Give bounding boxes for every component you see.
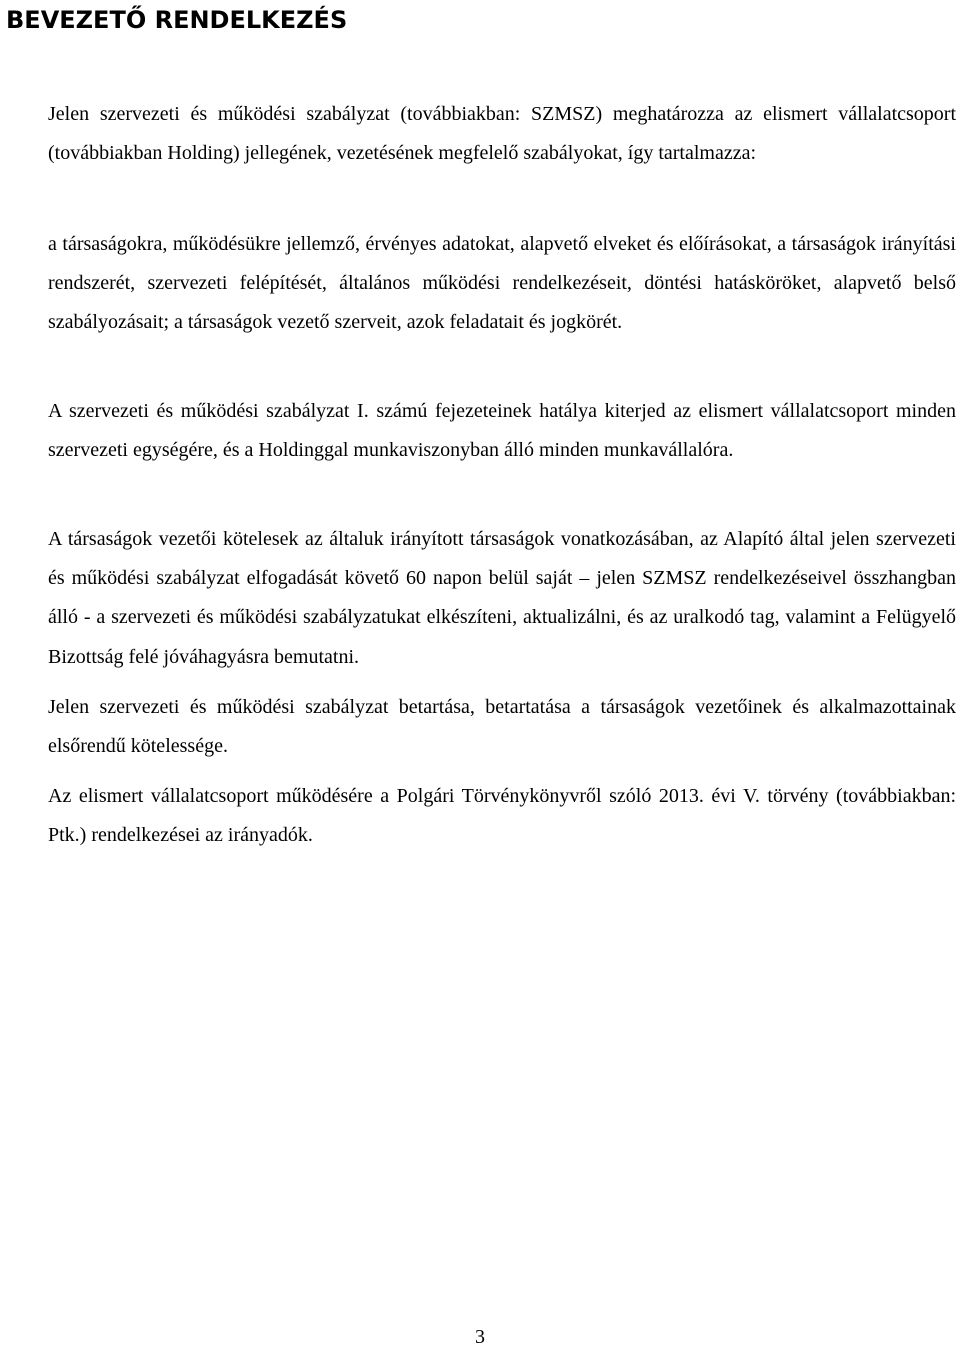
page-title: BEVEZETŐ RENDELKEZÉS [6, 6, 348, 34]
page-number: 3 [475, 1326, 485, 1348]
paragraph-obligations: A társaságok vezetői kötelesek az általuk irányított társaságok vonatkozásában, az Alapító által jelen szervezeti és működési szabályzat elfogadását követő 60 napon belül saját – jelen SZMSZ rendelkezéseivel összhangban álló - a szervezeti és működési szabályzatukat elkészíteni, aktualizálni, és az uralkodó tag, valamint a Felügyelő Bizottság felé jóváhagyásra bemutatni. [48, 528, 956, 668]
paragraph-contents: a társaságokra, működésükre jellemző, érvényes adatokat, alapvető elveket és előírásokat, a társaságok irányítási rendszerét, szervezeti felépítését, általános működési rendelkezéseit, döntési hatásköröket, alapvető belső szabályozásait; a társaságok vezető szerveit, azok feladatait és jogkörét. [48, 233, 956, 333]
paragraph-compliance: Jelen szervezeti és működési szabályzat betartása, betartatása a társaságok vezetőinek és alkalmazottainak elsőrendű kötelessége. [48, 696, 956, 757]
paragraph-scope: A szervezeti és működési szabályzat I. számú fejezeteinek hatálya kiterjed az elismert vállalatcsoport minden szervezeti egységére, és a Holdinggal munkaviszonyban álló minden munkavállalóra. [48, 400, 956, 461]
paragraph-intro: Jelen szervezeti és működési szabályzat (továbbiakban: SZMSZ) meghatározza az elismert vállalatcsoport (továbbiakban Holding) jellegének, vezetésének megfelelő szabályokat, így tartalmazza: [48, 103, 956, 164]
paragraph-legal-basis: Az elismert vállalatcsoport működésére a Polgári Törvénykönyvről szóló 2013. évi V. törvény (továbbiakban: Ptk.) rendelkezései az irányadók. [48, 785, 956, 846]
